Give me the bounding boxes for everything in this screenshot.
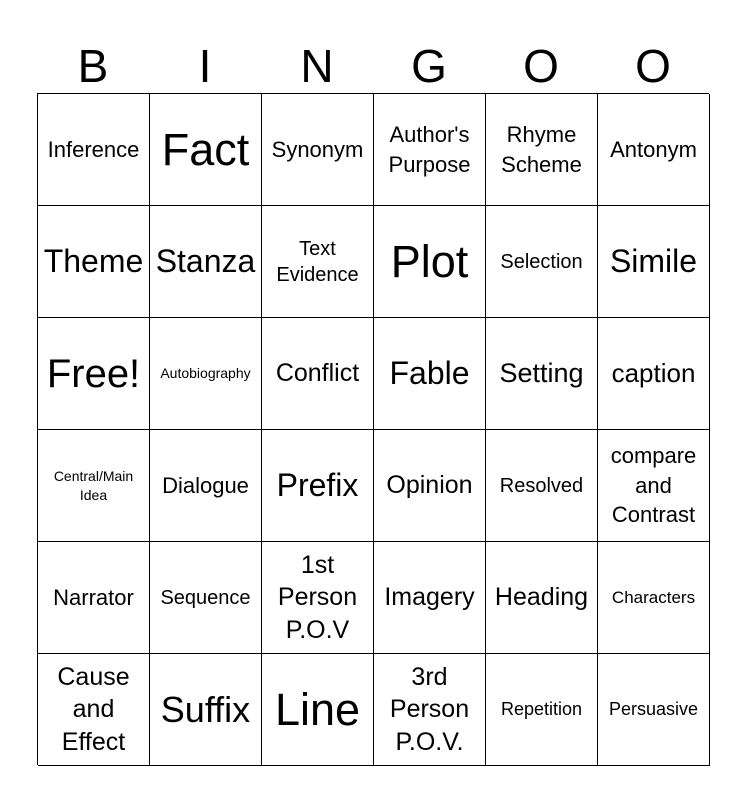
cell-label: Opinion <box>386 471 473 500</box>
bingo-cell[interactable] <box>38 318 150 430</box>
bingo-cell[interactable] <box>598 94 710 206</box>
bingo-cell[interactable] <box>38 542 150 654</box>
bingo-cell[interactable] <box>262 94 374 206</box>
bingo-cell[interactable] <box>38 430 150 542</box>
cell-label: Stanza <box>155 242 256 279</box>
bingo-cell[interactable] <box>38 654 150 766</box>
bingo-cell[interactable] <box>374 654 486 766</box>
bingo-board <box>37 93 709 765</box>
bingo-cell[interactable] <box>486 94 598 206</box>
cell-label: caption <box>611 357 696 388</box>
cell-label: compare and Contrast <box>610 442 697 528</box>
cell-label: Selection <box>500 250 583 273</box>
header-letter-n: N <box>300 39 334 92</box>
bingo-cell[interactable] <box>262 430 374 542</box>
cell-label: Repetition <box>500 699 583 720</box>
bingo-cell[interactable] <box>598 430 710 542</box>
cell-label: Narrator <box>53 584 134 610</box>
bingo-cell[interactable] <box>262 542 374 654</box>
cell-label: 3rd Person P.O.V. <box>389 662 470 756</box>
header-letter-o-2: O <box>635 39 671 92</box>
cell-label: Fable <box>389 354 470 391</box>
bingo-cell[interactable] <box>374 94 486 206</box>
cell-label: Suffix <box>160 688 251 730</box>
bingo-cell[interactable] <box>374 206 486 318</box>
bingo-cell[interactable] <box>38 206 150 318</box>
bingo-cell[interactable] <box>486 654 598 766</box>
cell-label: Heading <box>494 583 589 612</box>
cell-label: Text Evidence <box>276 237 359 286</box>
cell-label: Central/Main Idea <box>53 468 134 503</box>
bingo-cell[interactable] <box>150 542 262 654</box>
bingo-cell[interactable] <box>486 206 598 318</box>
cell-label: Simile <box>609 242 698 279</box>
bingo-header <box>37 38 709 93</box>
bingo-cell[interactable] <box>486 430 598 542</box>
bingo-cell[interactable] <box>150 94 262 206</box>
cell-label: Resolved <box>499 474 584 497</box>
bingo-cell[interactable] <box>150 430 262 542</box>
cell-label: Free! <box>46 351 141 396</box>
bingo-cell[interactable] <box>150 318 262 430</box>
cell-label: Dialogue <box>162 472 249 498</box>
header-letter-b: B <box>77 39 109 92</box>
bingo-cell[interactable] <box>486 542 598 654</box>
cell-label: Theme <box>43 242 144 279</box>
cell-label: Rhyme Scheme <box>501 121 582 177</box>
cell-label: Fact <box>161 123 250 175</box>
cell-label: Plot <box>390 235 469 287</box>
bingo-cell[interactable] <box>150 654 262 766</box>
bingo-cell[interactable] <box>374 542 486 654</box>
cell-label: Persuasive <box>608 699 699 720</box>
bingo-cell[interactable] <box>262 654 374 766</box>
bingo-cell[interactable] <box>598 654 710 766</box>
cell-label: Conflict <box>275 359 360 388</box>
cell-label: Synonym <box>271 136 364 162</box>
cell-label: 1st Person P.O.V <box>277 550 358 644</box>
bingo-cell[interactable] <box>38 94 150 206</box>
cell-label: Line <box>274 683 361 735</box>
cell-label: Antonym <box>610 136 697 162</box>
header-letter-o: O <box>523 39 559 92</box>
header-letter-g: G <box>411 39 447 92</box>
cell-label: Prefix <box>276 466 359 503</box>
bingo-cell[interactable] <box>374 430 486 542</box>
bingo-cell[interactable] <box>598 542 710 654</box>
cell-label: Autobiography <box>160 365 251 382</box>
bingo-cell[interactable] <box>598 206 710 318</box>
header-letter-i: I <box>198 39 212 92</box>
bingo-cell[interactable] <box>374 318 486 430</box>
cell-label: Author's Purpose <box>388 121 471 177</box>
cell-label: Cause and Effect <box>57 662 130 756</box>
cell-label: Sequence <box>160 586 251 609</box>
bingo-cell[interactable] <box>150 206 262 318</box>
cell-label: Inference <box>47 136 140 162</box>
bingo-cell[interactable] <box>598 318 710 430</box>
bingo-cell[interactable] <box>262 206 374 318</box>
bingo-cell[interactable] <box>486 318 598 430</box>
cell-label: Setting <box>499 357 584 388</box>
cell-label: Characters <box>611 587 696 607</box>
cell-label: Imagery <box>384 583 475 612</box>
bingo-cell[interactable] <box>262 318 374 430</box>
